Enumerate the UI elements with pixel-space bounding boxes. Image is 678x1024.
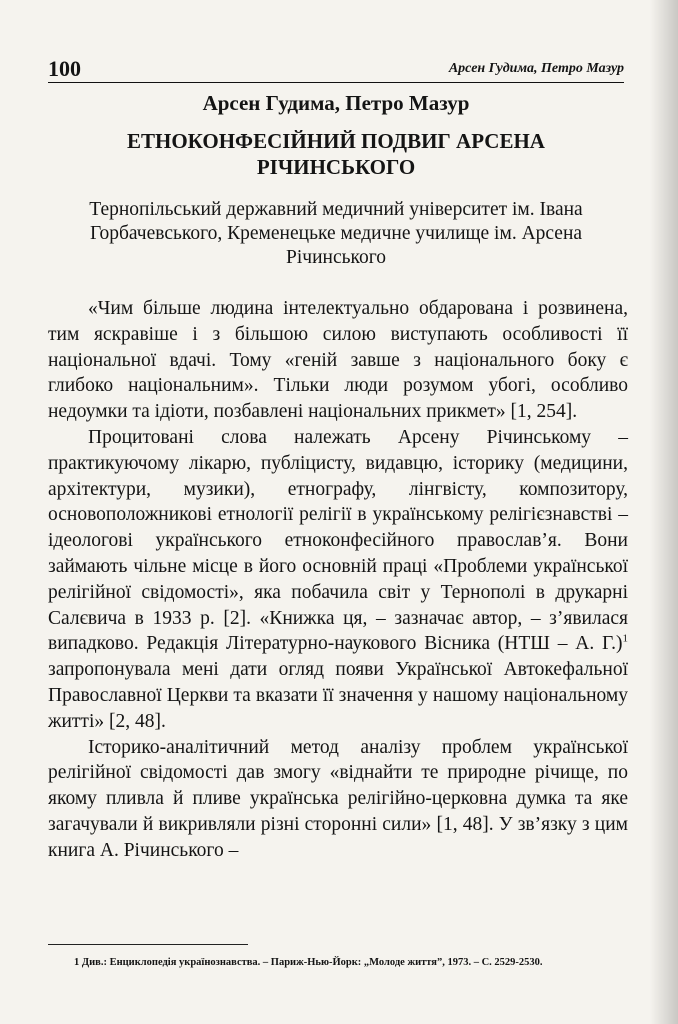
footnote-reference: 1 bbox=[622, 632, 628, 645]
running-header bbox=[48, 56, 624, 83]
running-title: Арсен Гудима, Петро Мазур bbox=[448, 61, 624, 76]
paragraph-2-text-a: Процитовані слова належать Арсену Річинському – практикуючому лікарю, публіцисту, видавцю, історику (медицини, архітектури, музики), етнографу, лінгвісту, композитору, основоположникові етнології релігії в українському релігієзнавстві – ідеологові українського етноконфесійного православ’я. Вони займають чільне місце в його основній праці «Проблеми української релігійної свідомості», яка побачила світ у Тернополі в друкарні Салєвича в 1933 р. [2]. «Книжка ця, – зазначає автор, – з’явилася випадково. Редакція Літературно-наукового Вісника (НТШ – А. Г.) bbox=[48, 426, 628, 655]
article-body bbox=[48, 296, 628, 864]
page-number: 100 bbox=[48, 56, 81, 81]
paragraph-2 bbox=[48, 425, 628, 735]
paragraph-3: Історико-аналітичний метод аналізу проблем української релігійної свідомості дав змогу «віднайти те природне річище, по якому пливла й пливе українська релігійно-церковна думка та яке загачували й викривляли різні сторонні сили» [1, 48]. У зв’язку з цим книга А. Річинського – bbox=[48, 736, 628, 861]
footnote-divider bbox=[48, 944, 248, 945]
article-authors: Арсен Гудима, Петро Мазур bbox=[202, 91, 470, 115]
author-affiliation: Тернопільський державний медичний університет ім. Івана Горбачевського, Кременецьке медичне училище ім. Арсена Річинського bbox=[89, 199, 583, 268]
footnote: 1 Див.: Енциклопедія українознавства. – Париж-Нью-Йорк: „Молоде життя”, 1973. – С. 2529-2530. bbox=[74, 957, 543, 968]
paragraph-2-text-b: запропонувала мені дати огляд появи Української Автокефальної Православної Церкви та вказати її значення у нашому національному житті» [2, 48]. bbox=[48, 659, 628, 732]
paragraph-1: «Чим більше людина інтелектуально обдарована і розвинена, тим яскравіше і з більшою силою виступають особливості її національної вдачі. Тому «геній завше з національного боку є глибоко національним». Тільки люди розумом убогі, особливо недоумки та ідіоти, позбавлені національних прикмет» [1, 254]. bbox=[48, 298, 628, 423]
page-edge-shadow bbox=[650, 0, 678, 1024]
article-title: ЕТНОКОНФЕСІЙНИЙ ПОДВИГ АРСЕНА РІЧИНСЬКОГО bbox=[127, 129, 545, 179]
